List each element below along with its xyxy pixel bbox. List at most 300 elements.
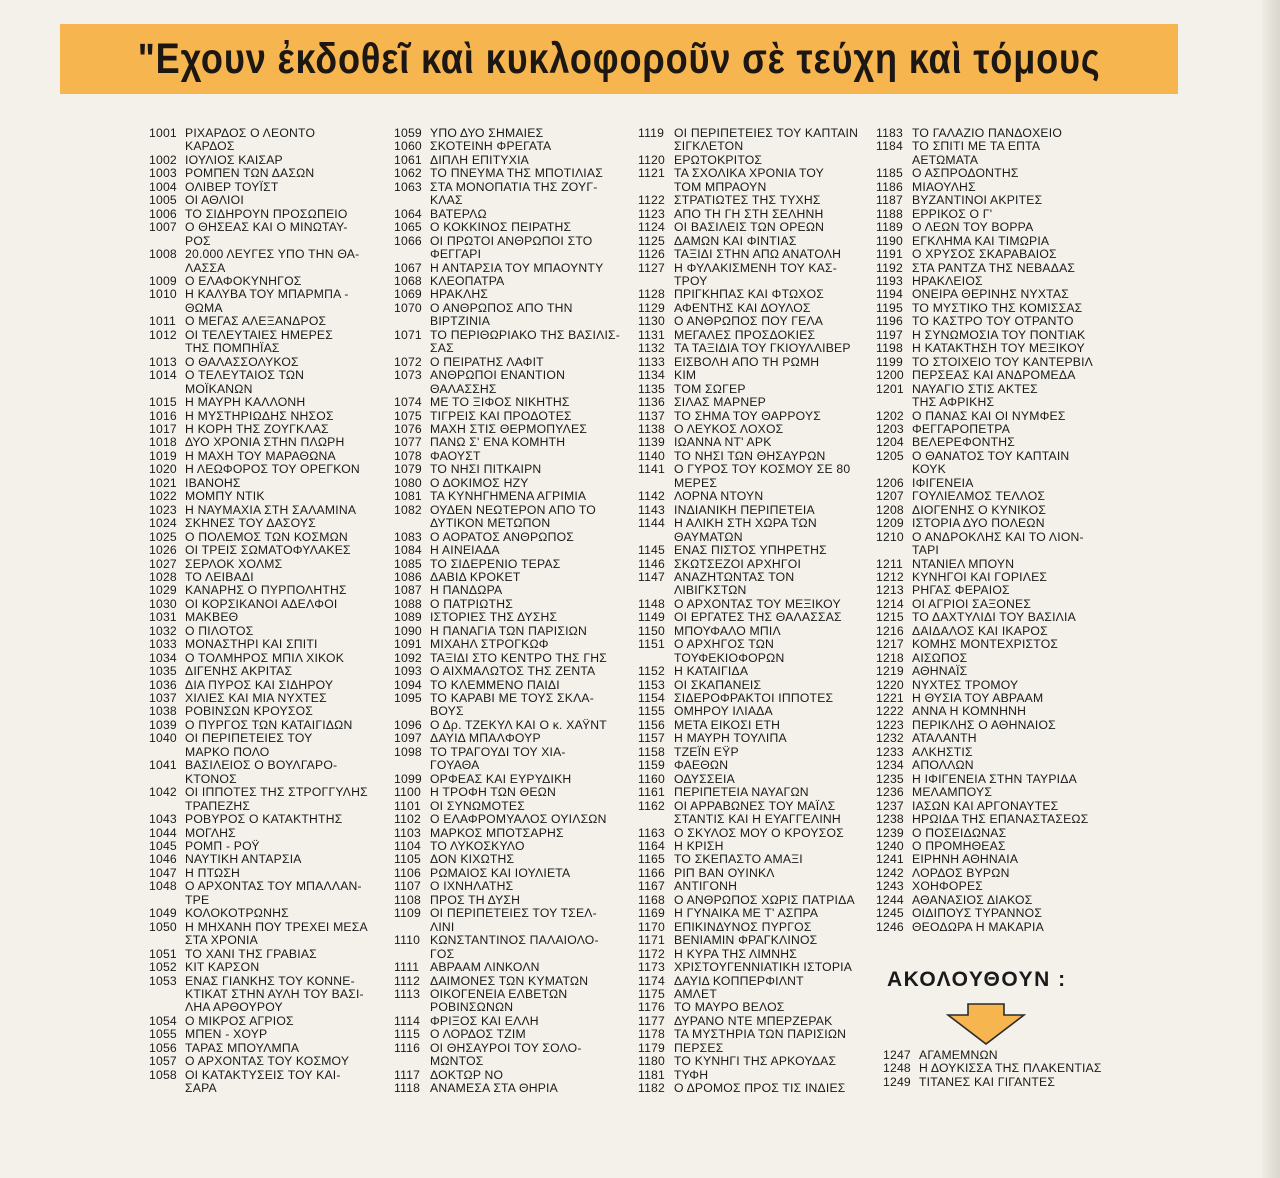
catalog-entry [394,880,624,893]
catalog-entry [149,356,375,369]
catalog-entry [149,625,375,638]
catalog-entry [394,356,624,369]
catalog-entry [876,315,1116,328]
catalog-entry [149,369,375,396]
catalog-entry [394,732,624,745]
entry-title: ΒΕΝΙΑΜΙΝ ΦΡΑΓΚΛΙΝΟΣ [674,933,818,948]
entry-number: 1122 [638,193,666,208]
catalog-entry [876,665,1116,678]
catalog-entry [394,410,624,423]
entry-number: 1137 [638,408,666,423]
entry-number: 1080 [394,475,422,490]
entry-number: 1006 [149,206,177,221]
entry-title: Η ΤΡΟΦΗ ΤΩΝ ΘΕΩΝ [430,785,556,800]
entry-title: ΑΝΑΖΗΤΩΝΤΑΣ ΤΟΝ ΛΙΒΙΓΚΣΤΩΝ [674,569,795,598]
entry-number: 1173 [638,960,666,975]
entry-title: ΤΟ ΛΥΚΟΣΚΥΛΟ [430,839,525,854]
catalog-entry [394,571,624,584]
entry-number: 1039 [149,717,177,732]
catalog-entry [394,1042,624,1069]
entry-number: 1037 [149,691,177,706]
catalog-entry [876,598,1116,611]
catalog-entry [149,665,375,678]
entry-title: Ο ΧΡΥΣΟΣ ΣΚΑΡΑΒΑΙΟΣ [912,247,1057,262]
entry-title: ΘΕΟΔΩΡΑ Η ΜΑΚΑΡΙΑ [912,919,1044,934]
catalog-entry [149,248,375,275]
entry-number: 1192 [876,260,904,275]
entry-number: 1171 [638,933,666,948]
catalog-entry [638,167,870,194]
entry-number: 1036 [149,677,177,692]
entry-number: 1118 [394,1081,421,1096]
catalog-entry [149,450,375,463]
entry-title: Η ΚΡΙΣΗ [674,839,724,854]
entry-number: 1099 [394,771,422,786]
entry-title: ΟΙ ΚΟΡΣΙΚΑΝΟΙ ΑΔΕΛΦΟΙ [185,596,338,611]
entry-title: ΑΜΛΕΤ [674,987,717,1001]
entry-title: ΑΒΡΑΑΜ ΛΙΝΚΟΛΝ [430,960,540,975]
catalog-entry [149,638,375,651]
entry-title: ΚΙΤ ΚΑΡΣΟΝ [185,960,260,975]
catalog-entry [149,410,375,423]
catalog-entry [394,934,624,961]
entry-title: ΓΟΥΛΙΕΛΜΟΣ ΤΕΛΛΟΣ [912,489,1046,504]
catalog-entry [638,1055,870,1068]
catalog-entry [638,827,870,840]
entry-number: 1143 [638,502,666,517]
catalog-entry [149,853,375,866]
entry-number: 1023 [149,502,177,517]
entry-title: ΔΑΙΔΑΛΟΣ ΚΑΙ ΙΚΑΡΟΣ [912,623,1048,638]
entry-title: ΤΟ ΚΥΝΗΓΙ ΤΗΣ ΑΡΚΟΥΔΑΣ [674,1054,837,1069]
entry-number: 1214 [876,596,904,611]
entry-number: 1008 [149,247,177,262]
entry-number: 1042 [149,785,177,800]
catalog-entry [149,975,375,1015]
entry-title: ΜΙΑΟΥΛΗΣ [912,179,976,194]
entry-number: 1015 [149,395,177,410]
entry-number: 1164 [638,839,666,854]
catalog-entry [394,504,624,531]
catalog-entry [876,853,1116,866]
entry-number: 1069 [394,287,422,302]
entry-title: ΕΡΩΤΟΚΡΙΤΟΣ [674,152,763,167]
entry-number: 1055 [149,1027,177,1042]
entry-number: 1121 [638,166,666,181]
entry-title: ΗΡΑΚΛΗΣ [430,287,489,302]
catalog-entry [638,329,870,342]
catalog-entry [149,598,375,611]
entry-number: 1065 [394,220,422,235]
entry-number: 1155 [638,704,666,719]
catalog-entry [638,450,870,463]
entry-number: 1194 [876,287,904,302]
entry-title: ΟΙ ΒΑΣΙΛΕΙΣ ΤΩΝ ΟΡΕΩΝ [674,220,825,235]
catalog-entry [876,436,1116,449]
catalog-entry [638,208,870,221]
entry-title: ΤΟ ΠΕΡΙΘΩΡΙΑΚΟ ΤΗΣ ΒΑΣΙΛΙΣ- ΣΑΣ [430,327,621,356]
catalog-entry [149,1042,375,1055]
entry-number: 1102 [394,812,422,827]
catalog-entry [394,1069,624,1082]
catalog-column-1 [149,127,375,1096]
catalog-entry [876,127,1116,140]
entry-title: ΔΥΟ ΧΡΟΝΙΑ ΣΤΗΝ ΠΛΩΡΗ [185,435,345,450]
entry-title: ΜΠΕΝ - ΧΟΥΡ [185,1027,268,1042]
entry-number: 1237 [876,798,904,813]
entry-number: 1150 [638,623,666,638]
catalog-entry [394,692,624,719]
entry-title: ΤΙΤΑΝΕΣ ΚΑΙ ΓΙΓΑΝΤΕΣ [919,1074,1056,1089]
entry-number: 1078 [394,448,422,463]
entry-title: Ο ΜΙΚΡΟΣ ΑΓΡΙΟΣ [185,1013,294,1028]
entry-title: ΟΙ ΤΡΕΙΣ ΣΩΜΑΤΟΦΥΛΑΚΕΣ [185,543,351,558]
catalog-entry [876,423,1116,436]
catalog-entry [638,235,870,248]
catalog-entry [394,302,624,329]
entry-number: 1074 [394,395,422,410]
entry-title: ΙΑΣΩΝ ΚΑΙ ΑΡΓΟΝΑΥΤΕΣ [912,798,1059,813]
entry-title: Η ΜΑΧΗ ΤΟΥ ΜΑΡΑΘΩΝΑ [185,448,336,463]
entry-number: 1050 [149,919,177,934]
entry-title: ΕΝΑΣ ΠΙΣΤΟΣ ΥΠΗΡΕΤΗΣ [674,543,827,558]
catalog-entry [876,625,1116,638]
entry-title: ΟΛΙΒΕΡ ΤΟΥΪΣΤ [185,179,279,194]
entry-number: 1029 [149,583,177,598]
catalog-entry [876,248,1116,261]
entry-title: Η ΙΦΙΓΕΝΕΙΑ ΣΤΗΝ ΤΑΥΡΙΔΑ [912,771,1077,786]
entry-title: Η ΚΥΡΑ ΤΗΣ ΛΙΜΝΗΣ [674,946,797,961]
entry-number: 1245 [876,906,904,921]
entry-number: 1248 [883,1061,911,1076]
entry-number: 1124 [638,220,666,235]
catalog-entry [394,396,624,409]
entry-title: ΔΑΥΙΔ ΜΠΑΛΦΟΥΡ [430,731,541,746]
entry-title: ΑΦΕΝΤΗΣ ΚΑΙ ΔΟΥΛΟΣ [674,300,811,315]
entry-number: 1167 [638,879,666,894]
entry-title: Η ΜΑΥΡΗ ΤΟΥΛΙΠΑ [674,731,787,746]
entry-number: 1035 [149,664,177,679]
catalog-entry [638,692,870,705]
entry-number: 1088 [394,596,422,611]
entry-number: 1213 [876,583,904,598]
entry-number: 1217 [876,637,904,652]
catalog-entry [638,611,870,624]
entry-title: Ο ΔΡΟΜΟΣ ΠΡΟΣ ΤΙΣ ΙΝΔΙΕΣ [674,1081,846,1096]
entry-title: ΝΥΧΤΕΣ ΤΡΟΜΟΥ [912,677,1019,692]
catalog-entry [876,894,1116,907]
catalog-entry [394,907,624,934]
entry-title: ΑΙΣΩΠΟΣ [912,650,968,665]
catalog-entry [638,921,870,934]
catalog-entry [638,383,870,396]
entry-number: 1178 [638,1027,666,1042]
entry-title: Ο ΓΥΡΟΣ ΤΟΥ ΚΟΣΜΟΥ ΣΕ 80 ΜΕΡΕΣ [674,462,851,490]
entry-number: 1112 [394,973,421,988]
catalog-entry [394,584,624,597]
catalog-entry [394,167,624,180]
upcoming-section [883,968,1123,992]
entry-title: ΟΙ ΑΘΛΙΟΙ [185,193,244,208]
entry-number: 1215 [876,610,904,625]
entry-number: 1001 [149,126,177,140]
catalog-entry [394,853,624,866]
entry-number: 1007 [149,220,177,235]
entry-number: 1091 [394,637,422,652]
catalog-entry [149,329,375,356]
catalog-entry [394,867,624,880]
entry-number: 1186 [876,179,904,194]
entry-title: ΦΡΙΞΟΣ ΚΑΙ ΕΛΛΗ [430,1013,539,1028]
catalog-entry [149,692,375,705]
entry-number: 1021 [149,475,177,490]
catalog-entry [876,773,1116,786]
entry-number: 1218 [876,650,904,665]
catalog-entry [876,759,1116,772]
entry-title: Η ΑΝΤΑΡΣΙΑ ΤΟΥ ΜΠΑΟΥΝΤΥ [430,260,604,275]
entry-title: ΟΙ ΕΡΓΑΤΕΣ ΤΗΣ ΘΑΛΑΣΣΑΣ [674,610,842,625]
entry-number: 1103 [394,825,422,840]
entry-title: Ο ΑΝΔΡΟΚΛΗΣ ΚΑΙ ΤΟ ΛΙΟΝ- ΤΑΡΙ [912,529,1084,558]
entry-number: 1156 [638,717,666,732]
catalog-entry [394,154,624,167]
entry-number: 1089 [394,610,422,625]
entry-number: 1110 [394,933,421,948]
entry-title: ΧΡΙΣΤΟΥΓΕΝΝΙΑΤΙΚΗ ΙΣΤΟΡΙΑ [674,960,853,975]
entry-number: 1151 [638,637,666,652]
catalog-entry [394,961,624,974]
entry-title: ΗΡΑΚΛΕΙΟΣ [912,273,983,288]
entry-title: Η ΚΟΡΗ ΤΗΣ ΖΟΥΓΚΛΑΣ [185,421,329,436]
entry-title: ΚΟΜΗΣ ΜΟΝΤΕΧΡΙΣΤΟΣ [912,637,1059,652]
entry-title: ΙΩΑΝΝΑ ΝΤ' ΑΡΚ [674,435,772,450]
entry-number: 1205 [876,448,904,463]
catalog-entry [394,127,624,140]
catalog-entry [638,732,870,745]
catalog-column-4 [876,127,1116,934]
entry-title: ΡΩΜΑΙΟΣ ΚΑΙ ΙΟΥΛΙΕΤΑ [430,865,571,880]
entry-title: ΤΟ ΧΑΝΙ ΤΗΣ ΓΡΑΒΙΑΣ [185,946,317,961]
entry-number: 1031 [149,610,177,625]
entry-title: Ο ΤΟΛΜΗΡΟΣ ΜΠΙΛ ΧΙΚΟΚ [185,650,345,665]
catalog-entry [149,759,375,786]
entry-number: 1193 [876,273,904,288]
entry-title: ΙΣΤΟΡΙΑ ΔΥΟ ΠΟΛΕΩΝ [912,516,1045,531]
entry-number: 1066 [394,233,422,248]
entry-number: 1203 [876,421,904,436]
catalog-entry [876,194,1116,207]
catalog-entry [394,262,624,275]
catalog-entry [638,127,870,154]
entry-number: 1113 [394,987,421,1001]
entry-title: Ο ΙΧΝΗΛΑΤΗΣ [430,879,514,894]
entry-number: 1184 [876,139,904,154]
catalog-entry [638,975,870,988]
entry-number: 1244 [876,892,904,907]
entry-number: 1010 [149,287,177,302]
catalog-entry [876,275,1116,288]
entry-number: 1216 [876,623,904,638]
catalog-entry [638,1042,870,1055]
entry-title: ΣΙΔΕΡΟΦΡΑΚΤΟΙ ΙΠΠΟΤΕΣ [674,691,834,706]
entry-title: ΡΟΒΥΡΟΣ Ο ΚΑΤΑΚΤΗΤΗΣ [185,812,343,827]
entry-number: 1072 [394,354,422,369]
entry-number: 1047 [149,865,177,880]
catalog-entry [876,558,1116,571]
entry-number: 1105 [394,852,422,867]
catalog-entry [394,800,624,813]
catalog-entry [394,235,624,262]
entry-title: ΤΟ ΣΗΜΑ ΤΟΥ ΘΑΡΡΟΥΣ [674,408,822,423]
catalog-entry [394,558,624,571]
entry-title: ΡΟΒΙΝΣΩΝ ΚΡΟΥΣΟΣ [185,704,313,719]
catalog-entry [876,867,1116,880]
entry-title: ΔΥΡΑΝΟ ΝΤΕ ΜΠΕΡΖΕΡΑΚ [674,1013,833,1028]
catalog-entry [638,948,870,961]
catalog-entry [876,517,1116,530]
entry-title: ΤΑΞΙΔΙ ΣΤΗΝ ΑΠΩ ΑΝΑΤΟΛΗ [674,247,842,262]
entry-number: 1208 [876,502,904,517]
catalog-entry [638,679,870,692]
catalog-entry [394,598,624,611]
entry-title: Η ΜΗΧΑΝΗ ΠΟΥ ΤΡΕΧΕΙ ΜΕΣΑ ΣΤΑ ΧΡΟΝΙΑ [185,919,368,948]
upcoming-heading: ΑΚΟΛΟΥΘΟΥΝ : [887,968,1067,991]
entry-title: ΠΡΟΣ ΤΗ ΔΥΣΗ [430,892,521,907]
entry-title: ΡΙΧΑΡΔΟΣ Ο ΛΕΟΝΤΟ ΚΑΡΔΟΣ [185,126,316,154]
entry-title: ΟΙ ΑΓΡΙΟΙ ΣΑΞΟΝΕΣ [912,596,1032,611]
entry-number: 1027 [149,556,177,571]
entry-number: 1026 [149,543,177,558]
entry-title: ΜΕΛΑΜΠΟΥΣ [912,785,993,800]
entry-title: ΕΙΣΒΟΛΗ ΑΠΟ ΤΗ ΡΩΜΗ [674,354,820,369]
catalog-entry [149,1055,375,1068]
entry-number: 1084 [394,543,422,558]
catalog-entry [394,1082,624,1095]
catalog-entry [394,652,624,665]
entry-number: 1232 [876,731,904,746]
entry-number: 1003 [149,166,177,181]
entry-number: 1140 [638,448,666,463]
catalog-entry [149,840,375,853]
entry-title: Ο ΠΕΙΡΑΤΗΣ ΛΑΦΙΤ [430,354,544,369]
entry-title: ΤΑΡΑΣ ΜΠΟΥΛΜΠΑ [185,1040,300,1055]
catalog-entry [638,221,870,234]
catalog-entry [638,1001,870,1014]
entry-title: Ο ΑΡΧΟΝΤΑΣ ΤΟΥ ΜΕΞΙΚΟΥ [674,596,841,611]
catalog-entry [394,450,624,463]
entry-title: ΚΥΝΗΓΟΙ ΚΑΙ ΓΟΡΙΛΕΣ [912,569,1048,584]
entry-number: 1052 [149,960,177,975]
catalog-entry [394,181,624,208]
entry-title: ΟΡΦΕΑΣ ΚΑΙ ΕΥΡΥΔΙΚΗ [430,771,572,786]
entry-title: ΑΘΗΝΑΪΣ [912,664,968,679]
catalog-entry [149,477,375,490]
entry-title: ΟΙ ΤΕΛΕΥΤΑΙΕΣ ΗΜΕΡΕΣ ΤΗΣ ΠΟΜΠΗΪΑΣ [185,327,333,356]
entry-title: ΤΟ ΣΚΕΠΑΣΤΟ ΑΜΑΞΙ [674,852,803,867]
entry-title: Ο ΚΟΚΚΙΝΟΣ ΠΕΙΡΑΤΗΣ [430,220,572,235]
entry-title: ΟΙ ΑΡΡΑΒΩΝΕΣ ΤΟΥ ΜΑΪΛΣ ΣΤΑΝΤΙΣ ΚΑΙ Η ΕΥΑΓΓΕΛΙΝΗ [674,798,841,827]
entry-number: 1011 [149,314,177,329]
entry-title: ΟΙ ΚΑΤΑΚΤΥΣΕΙΣ ΤΟΥ ΚΑΙ- ΣΑΡΑ [185,1067,341,1096]
entry-number: 1082 [394,502,422,517]
entry-number: 1187 [876,193,904,208]
entry-title: ΑΝΝΑ Η ΚΟΜΝΗΝΗ [912,704,1027,719]
catalog-entry [149,194,375,207]
catalog-entry [149,463,375,476]
entry-number: 1170 [638,919,666,934]
entry-number: 1199 [876,354,904,369]
entry-number: 1145 [638,543,666,558]
entry-number: 1126 [638,247,666,262]
entry-number: 1172 [638,946,666,961]
entry-title: ΙΣΤΟΡΙΕΣ ΤΗΣ ΔΥΣΗΣ [430,610,558,625]
entry-title: ΚΩΝΣΤΑΝΤΙΝΟΣ ΠΑΛΑΙΟΛΟ- ΓΟΣ [430,933,599,961]
entry-number: 1046 [149,852,177,867]
entry-title: ΟΜΗΡΟΥ ΙΛΙΑΔΑ [674,704,773,719]
catalog-entry [394,625,624,638]
catalog-entry [394,423,624,436]
catalog-entry [883,1062,1123,1075]
entry-title: ΤΑ ΤΑΞΙΔΙΑ ΤΟΥ ΓΚΙΟΥΛΛΙΒΕΡ [674,341,851,356]
entry-number: 1198 [876,341,904,356]
catalog-entry [149,558,375,571]
catalog-entry [876,167,1116,180]
entry-number: 1200 [876,368,904,383]
entry-number: 1196 [876,314,904,329]
entry-title: ΟΔΥΣΣΕΙΑ [674,771,735,786]
catalog-entry [876,840,1116,853]
entry-title: Η ΜΥΣΤΗΡΙΩΔΗΣ ΝΗΣΟΣ [185,408,334,423]
catalog-entry [149,719,375,732]
catalog-entry [876,140,1116,167]
entry-title: ΑΤΑΛΑΝΤΗ [912,731,977,746]
entry-number: 1094 [394,677,422,692]
catalog-entry [876,235,1116,248]
entry-title: ΔΑΥΙΔ ΚΟΠΠΕΡΦΙΛΝΤ [674,973,804,988]
entry-title: ΛΟΡΝΑ ΝΤΟΥΝ [674,489,764,504]
entry-title: ΛΟΡΔΟΣ ΒΥΡΩΝ [912,865,1010,880]
entry-number: 1159 [638,758,666,773]
catalog-entry [149,571,375,584]
entry-title: ΝΤΑΝΙΕΛ ΜΠΟΥΝ [912,556,1015,571]
entry-title: ΑΝΑΜΕΣΑ ΣΤΑ ΘΗΡΙΑ [430,1081,558,1096]
entry-number: 1005 [149,193,177,208]
catalog-entry [149,948,375,961]
entry-number: 1157 [638,731,666,746]
entry-title: ΣΤΑ ΜΟΝΟΠΑΤΙΑ ΤΗΣ ΖΟΥΓ- ΚΛΑΣ [430,179,598,208]
entry-number: 1062 [394,166,422,181]
entry-title: ΟΥΔΕΝ ΝΕΩΤΕΡΟΝ ΑΠΟ ΤΟ ΔΥΤΙΚΟΝ ΜΕΤΩΠΟΝ [430,502,596,531]
catalog-entry [638,517,870,544]
entry-number: 1093 [394,664,422,679]
entry-title: Ο ΔΟΚΙΜΟΣ ΗΖΥ [430,475,529,490]
entry-number: 1136 [638,395,666,410]
entry-title: ΧΟΗΦΟΡΕΣ [912,879,984,894]
entry-title: ΣΙΛΑΣ ΜΑΡΝΕΡ [674,395,766,410]
catalog-entry [638,342,870,355]
catalog-entry [638,759,870,772]
catalog-entry [876,584,1116,597]
entry-title: Η ΜΑΥΡΗ ΚΑΛΛΟΝΗ [185,395,306,410]
entry-title: ΜΑΚΒΕΘ [185,610,239,625]
catalog-entry [876,329,1116,342]
entry-title: ΙΟΥΛΙΟΣ ΚΑΙΣΑΡ [185,152,283,167]
entry-number: 1236 [876,785,904,800]
entry-title: ΕΡΡΙΚΟΣ Ο Γ' [912,206,993,221]
catalog-entry [149,1028,375,1041]
catalog-entry [394,665,624,678]
catalog-entry [638,558,870,571]
